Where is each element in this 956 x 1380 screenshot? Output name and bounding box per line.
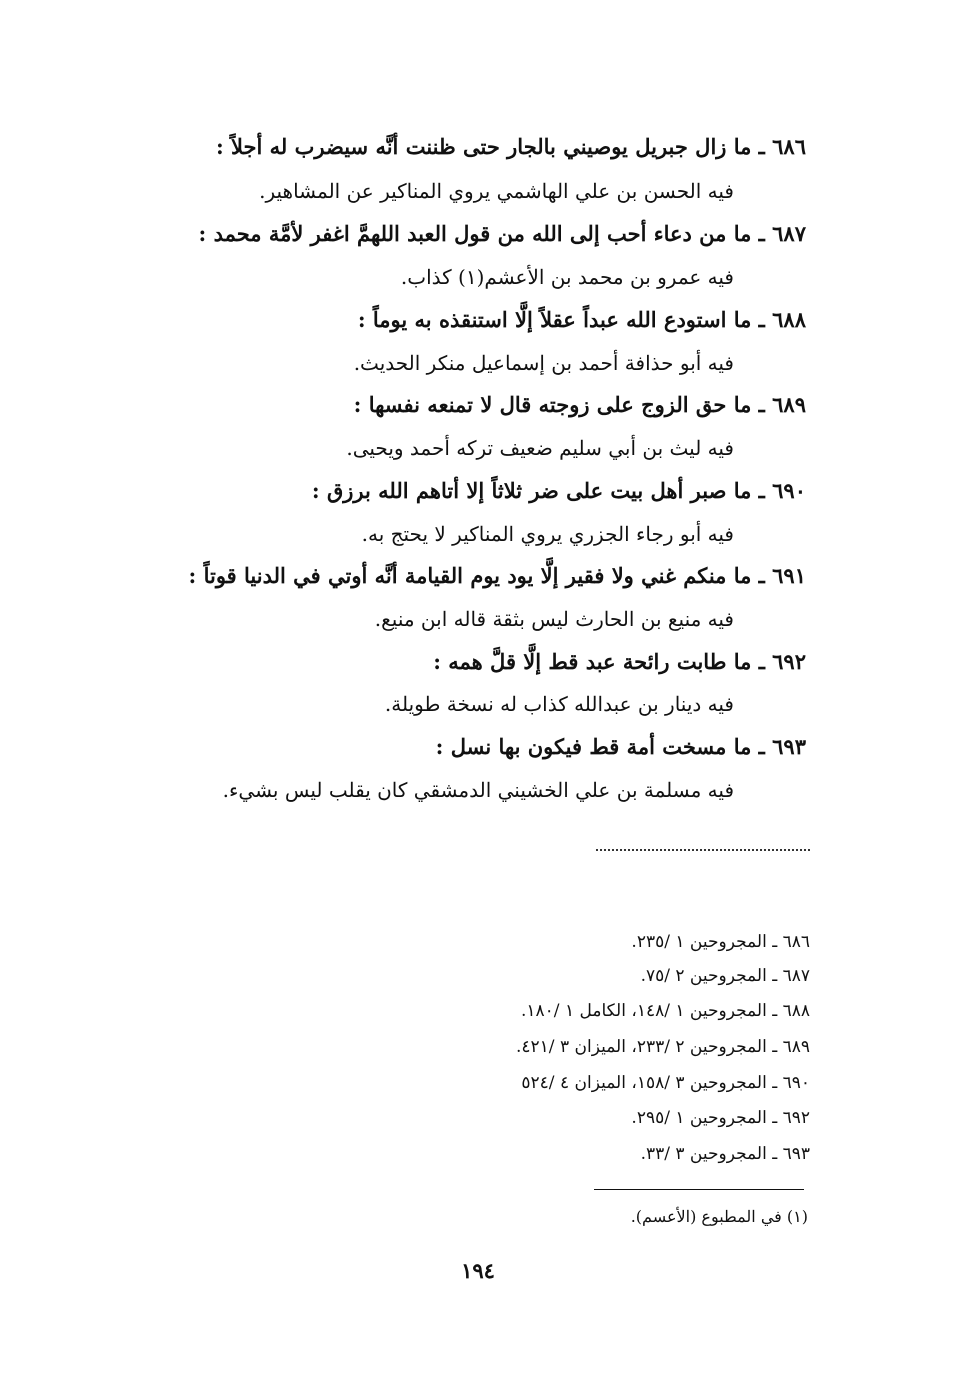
comment-690: فيه أبو رجاء الجزري يروي المناكير لا يحتج به. — [361, 522, 734, 546]
comment-687: فيه عمرو بن محمد بن الأعشم(١) كذاب. — [400, 265, 734, 289]
hadith-693: ٦٩٣ ـ ما مسخت أمة قط فيكون بها نسل : — [435, 734, 806, 759]
reference-692: ٦٩٢ ـ المجروحين ١ /٢٩٥. — [631, 1108, 810, 1128]
hadith-689: ٦٨٩ ـ ما حق الزوج على زوجته قال لا تمنعه نفسها : — [353, 392, 806, 417]
hadith-692: ٦٩٢ ـ ما طابت رائحة عبد قط إلَّا قلَّ همه : — [433, 649, 806, 674]
comment-693: فيه مسلمة بن علي الخشيني الدمشقي كان يقلب ليس بشيء. — [222, 778, 734, 802]
hadith-687: ٦٨٧ ـ ما من دعاء أحب إلى الله من قول العبد اللهمَّ اغفر لأمَّة محمد : — [198, 221, 806, 246]
reference-690: ٦٩٠ ـ المجروحين ٣ /١٥٨، الميزان ٤ /٥٢٤ — [521, 1073, 810, 1093]
hadith-686: ٦٨٦ ـ ما زال جبريل يوصيني بالجار حتى ظننت أنَّه سيضرب له أجلاً : — [215, 134, 806, 159]
footnote: (١) في المطبوع (الأعسم). — [630, 1207, 808, 1226]
hadith-690: ٦٩٠ ـ ما صبر أهل بيت على ضر ثلاثاً إلا أتاهم الله برزق : — [311, 478, 806, 503]
page-number: ١٩٤ — [461, 1258, 495, 1283]
reference-686: ٦٨٦ ـ المجروحين ١ /٢٣٥. — [631, 932, 810, 952]
hadith-688: ٦٨٨ ـ ما استودع الله عبداً عقلاً إلَّا استنقذه به يوماً : — [357, 307, 806, 332]
footnote-rule — [594, 1189, 804, 1190]
hadith-691: ٦٩١ ـ ما منكم غني ولا فقير إلَّا يود يوم القيامة أنَّه أوتي في الدنيا قوتاً : — [188, 563, 806, 588]
dotted-separator — [596, 849, 810, 851]
comment-692: فيه دينار بن عبدالله كذاب له نسخة طويلة. — [384, 692, 734, 716]
reference-689: ٦٨٩ ـ المجروحين ٢ /٢٣٣، الميزان ٣ /٤٢١. — [515, 1037, 810, 1057]
comment-686: فيه الحسن بن علي الهاشمي يروي المناكير عن المشاهير. — [259, 179, 734, 203]
comment-688: فيه أبو حذافة أحمد بن إسماعيل منكر الحديث. — [353, 351, 734, 375]
comment-691: فيه منيع بن الحارث ليس بثقة قاله ابن منيع. — [374, 607, 734, 631]
reference-687: ٦٨٧ ـ المجروحين ٢ /٧٥. — [640, 966, 810, 986]
comment-689: فيه ليث بن أبي سليم ضعيف تركه أحمد ويحيى. — [346, 436, 734, 460]
reference-693: ٦٩٣ ـ المجروحين ٣ /٣٣. — [640, 1144, 810, 1164]
reference-688: ٦٨٨ ـ المجروحين ١ /١٤٨، الكامل ١ /١٨٠. — [520, 1001, 810, 1021]
